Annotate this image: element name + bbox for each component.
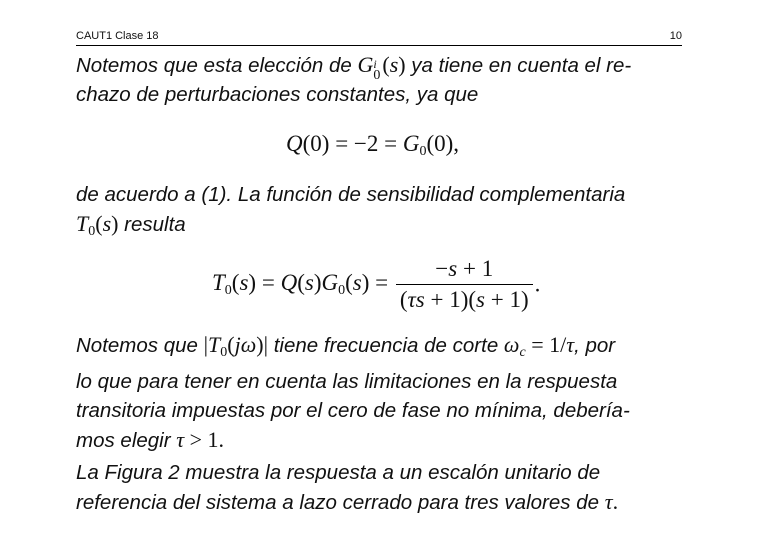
para4-line2: referencia del sistema a lazo cerrado para tres valores de bbox=[76, 491, 600, 514]
para3-line4: mos elegir bbox=[76, 429, 171, 452]
math-abs-T0-jw: $|T_0(j\omega)|$ bbox=[203, 332, 269, 360]
math-G0i-s: G i 0 (s) bbox=[357, 52, 406, 83]
para1-text-a: Notemos que esta elección de bbox=[76, 54, 352, 77]
math-T0-s: $T_0(s)$ bbox=[76, 211, 119, 239]
para1-text-c: chazo de perturbaciones constantes, ya que bbox=[76, 83, 479, 106]
math-wc: $\omega_c = 1/\tau$ bbox=[503, 332, 575, 360]
header-page-number: 10 bbox=[669, 30, 682, 42]
paragraph-4 bbox=[76, 458, 682, 517]
para2-text-b: resulta bbox=[124, 213, 186, 236]
para4-line1: La Figura 2 muestra la respuesta a un escalón unitario de bbox=[76, 461, 601, 484]
equation-2-fraction: $\frac{-s + 1}{(\tau s + 1)(s + 1)}$ bbox=[396, 256, 533, 313]
para2-text-a: de acuerdo a (1). La función de sensibilidad complementaria bbox=[76, 183, 626, 206]
equation-2: $T_0(s) = Q(s)G_0(s)$ = $\frac{-s + 1}{(\tau s + 1)(s + 1)}$ . bbox=[212, 256, 541, 312]
paragraph-3 bbox=[76, 330, 682, 455]
equation-1: $Q(0) = -2 = G_0(0)$, bbox=[286, 131, 460, 159]
paragraph-2 bbox=[76, 180, 682, 246]
para1-text-b: ya tiene en cuenta el re- bbox=[411, 54, 632, 77]
para3-line3: transitoria impuestas por el cero de fase no mínima, debería- bbox=[76, 399, 630, 422]
para3-text-c: , por bbox=[574, 334, 616, 357]
header-course-title: CAUT1 Clase 18 bbox=[76, 30, 159, 42]
para3-line2: lo que para tener en cuenta las limitaciones en la respuesta bbox=[76, 370, 618, 393]
math-tau: τ. bbox=[604, 489, 619, 514]
para3-text-a: Notemos que bbox=[76, 334, 198, 357]
header-rule bbox=[76, 45, 682, 46]
para3-text-b: tiene frecuencia de corte bbox=[273, 334, 499, 357]
math-tau-gt-1: τ > 1. bbox=[176, 427, 225, 452]
paragraph-1 bbox=[76, 50, 682, 109]
